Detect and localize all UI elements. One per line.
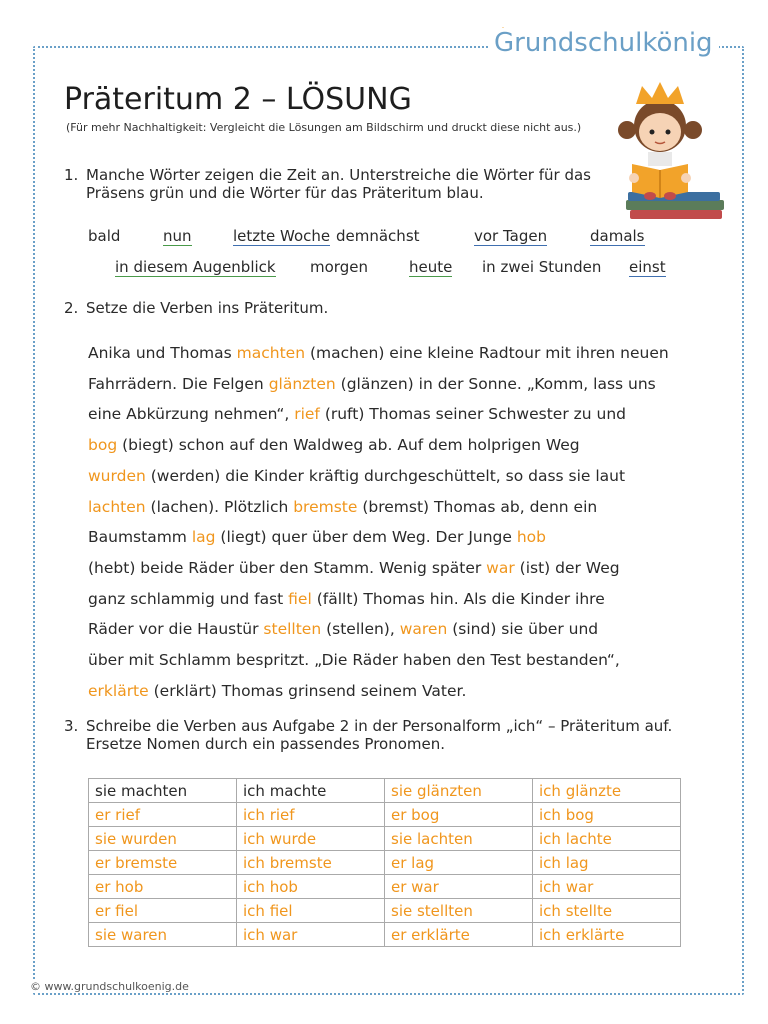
story-line bbox=[88, 676, 688, 707]
story-text: (werden) die Kinder kräftig durchgeschüttelt, so dass sie laut bbox=[145, 466, 626, 485]
story-line bbox=[88, 522, 688, 553]
story-line bbox=[88, 399, 688, 430]
brand-logo[interactable]: Grundschulkönig bbox=[488, 28, 719, 58]
story-text: (stellen), bbox=[321, 620, 400, 639]
table-cell: ich lag bbox=[533, 851, 681, 875]
answer-verb: stellten bbox=[263, 620, 322, 639]
story-text: eine Abkürzung nehmen“, bbox=[88, 405, 295, 424]
table-cell: er lag bbox=[385, 851, 533, 875]
table-cell: sie stellten bbox=[385, 899, 533, 923]
answer-verb: wurden bbox=[88, 466, 146, 485]
table-cell: ich bog bbox=[533, 803, 681, 827]
answer-verb: rief bbox=[294, 405, 320, 424]
story-line bbox=[88, 338, 688, 369]
time-word: einst bbox=[629, 258, 666, 276]
table-cell: er hob bbox=[89, 875, 237, 899]
table-cell: ich erklärte bbox=[533, 923, 681, 947]
table-cell: ich fiel bbox=[237, 899, 385, 923]
story-text: (ist) der Weg bbox=[514, 558, 620, 577]
task3 bbox=[64, 717, 672, 753]
answer-verb: lachten bbox=[88, 497, 146, 516]
story-line bbox=[88, 492, 688, 523]
table-cell: ich wurde bbox=[237, 827, 385, 851]
answer-verb: war bbox=[486, 558, 515, 577]
table-cell: ich lachte bbox=[533, 827, 681, 851]
task1 bbox=[64, 166, 624, 202]
table-cell: ich rief bbox=[237, 803, 385, 827]
story-text: (glänzen) in der Sonne. „Komm, lass uns bbox=[335, 374, 656, 393]
task2-number: 2. bbox=[64, 299, 79, 317]
story-line bbox=[88, 369, 688, 400]
sustainability-note: (Für mehr Nachhaltigkeit: Vergleicht die Lösungen am Bildschirm und druckt diese nicht aus.) bbox=[66, 121, 582, 134]
table-cell: ich bremste bbox=[237, 851, 385, 875]
task3-text-line1: Schreibe die Verben aus Aufgabe 2 in der Personalform „ich“ – Präteritum auf. bbox=[86, 717, 673, 735]
answer-verb: fiel bbox=[288, 589, 312, 608]
story-text: (bremst) Thomas ab, denn ein bbox=[357, 497, 598, 516]
table-row bbox=[89, 875, 681, 899]
story-text: (sind) sie über und bbox=[447, 620, 599, 639]
table-cell: ich machte bbox=[237, 779, 385, 803]
table-cell: ich war bbox=[533, 875, 681, 899]
story-text: Anika und Thomas bbox=[88, 344, 237, 362]
story-text: (machen) eine kleine Radtour mit ihren neuen bbox=[305, 344, 669, 362]
time-word: vor Tagen bbox=[474, 227, 548, 245]
story-line bbox=[88, 584, 688, 615]
table-cell: er war bbox=[385, 875, 533, 899]
table-cell: sie lachten bbox=[385, 827, 533, 851]
table-cell: ich stellte bbox=[533, 899, 681, 923]
reading-girl-illustration bbox=[612, 78, 732, 228]
footer-copyright: © www.grundschulkoenig.de bbox=[30, 980, 193, 993]
task1-text-line2: Präsens grün und die Wörter für das Präteritum blau. bbox=[86, 184, 484, 202]
verb-table bbox=[88, 778, 681, 947]
story-text: (liegt) quer über dem Weg. Der Junge bbox=[215, 528, 517, 547]
story-line bbox=[88, 553, 688, 584]
story-text: (biegt) schon auf den Waldweg ab. Auf dem holprigen Weg bbox=[117, 436, 580, 455]
time-word: damals bbox=[590, 227, 645, 245]
table-cell: er bog bbox=[385, 803, 533, 827]
answer-verb: lag bbox=[191, 528, 216, 547]
task1-number: 1. bbox=[64, 166, 79, 184]
story-text: (lachen). Plötzlich bbox=[145, 497, 294, 516]
story-line bbox=[88, 461, 688, 492]
time-word: morgen bbox=[310, 258, 368, 276]
task2 bbox=[64, 299, 328, 317]
time-word: bald bbox=[88, 227, 121, 245]
time-word: in diesem Augenblick bbox=[115, 258, 276, 276]
time-word: nun bbox=[163, 227, 192, 245]
table-cell: ich war bbox=[237, 923, 385, 947]
task2-instruction: Setze die Verben ins Präteritum. bbox=[86, 299, 329, 317]
page-title: Präteritum 2 – LÖSUNG bbox=[64, 82, 412, 117]
story-text: über mit Schlamm bespritzt. „Die Räder haben den Test bestanden“, bbox=[88, 651, 620, 670]
time-word: heute bbox=[409, 258, 453, 276]
answer-verb: bog bbox=[88, 436, 118, 455]
story-text: Räder vor die Haustür bbox=[88, 620, 264, 639]
time-word: in zwei Stunden bbox=[482, 258, 602, 276]
table-row bbox=[89, 803, 681, 827]
table-cell: sie wurden bbox=[89, 827, 237, 851]
table-row bbox=[89, 779, 681, 803]
story-text: (hebt) beide Räder über den Stamm. Wenig später bbox=[88, 558, 487, 577]
story-line bbox=[88, 645, 688, 676]
table-row bbox=[89, 899, 681, 923]
task2-story bbox=[88, 338, 688, 706]
story-text: Baumstamm bbox=[88, 528, 192, 547]
answer-verb: bremste bbox=[293, 497, 358, 516]
table-cell: sie waren bbox=[89, 923, 237, 947]
table-cell: ich hob bbox=[237, 875, 385, 899]
story-text: (erklärt) Thomas grinsend seinem Vater. bbox=[148, 681, 467, 700]
story-text: (fällt) Thomas hin. Als die Kinder ihre bbox=[311, 589, 605, 608]
table-cell: ich glänzte bbox=[533, 779, 681, 803]
answer-verb: hob bbox=[516, 528, 547, 547]
answer-verb: erklärte bbox=[88, 681, 149, 700]
table-cell: er fiel bbox=[89, 899, 237, 923]
answer-verb: glänzten bbox=[268, 374, 336, 393]
table-row bbox=[89, 827, 681, 851]
table-row bbox=[89, 851, 681, 875]
story-line bbox=[88, 614, 688, 645]
time-word: letzte Woche bbox=[233, 227, 331, 245]
table-cell: er bremste bbox=[89, 851, 237, 875]
task3-text-line2: Ersetze Nomen durch ein passendes Pronomen. bbox=[86, 735, 446, 753]
table-cell: sie machten bbox=[89, 779, 237, 803]
story-text: ganz schlammig und fast bbox=[88, 589, 289, 608]
story-text: (ruft) Thomas seiner Schwester zu und bbox=[319, 405, 627, 424]
answer-verb: machten bbox=[236, 344, 306, 362]
table-cell: er rief bbox=[89, 803, 237, 827]
time-word: demnächst bbox=[336, 227, 420, 245]
task1-text-line1: Manche Wörter zeigen die Zeit an. Unterstreiche die Wörter für das bbox=[86, 166, 591, 184]
table-cell: sie glänzten bbox=[385, 779, 533, 803]
story-line bbox=[88, 430, 688, 461]
task3-number: 3. bbox=[64, 717, 79, 735]
answer-verb: waren bbox=[399, 620, 448, 639]
table-row bbox=[89, 923, 681, 947]
table-cell: er erklärte bbox=[385, 923, 533, 947]
story-text: Fahrrädern. Die Felgen bbox=[88, 374, 269, 393]
